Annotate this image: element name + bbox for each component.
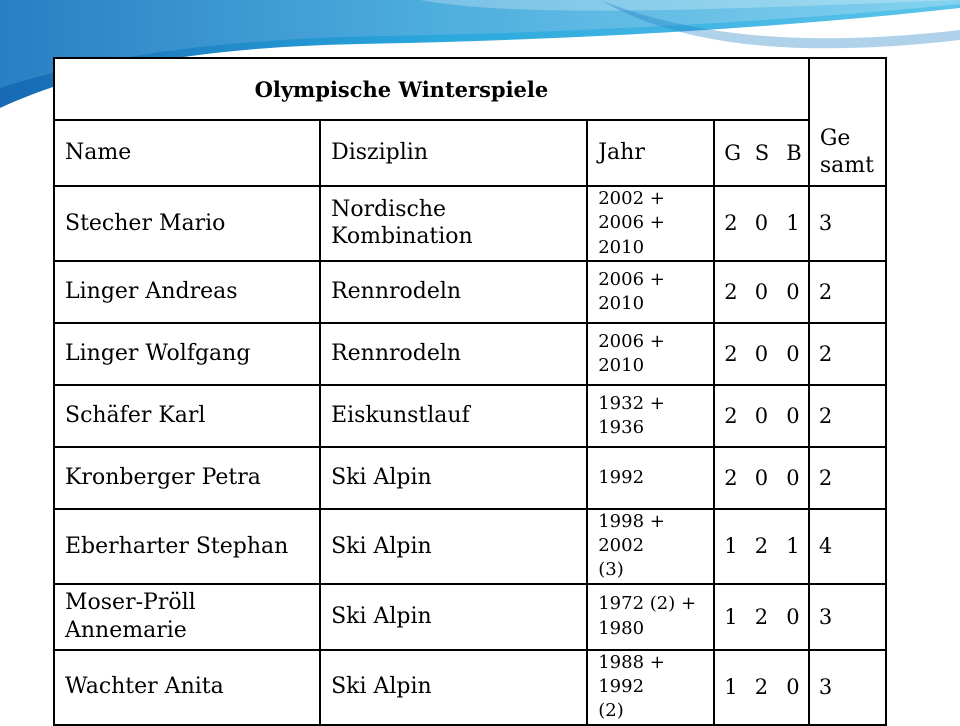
disziplin-text: Eiskunstlauf (331, 403, 470, 429)
g-text: 2 (724, 279, 738, 304)
cell-s (746, 186, 777, 261)
cell-name (54, 447, 320, 509)
disziplin-text: Ski Alpin (331, 465, 432, 491)
cell-jahr (587, 323, 714, 385)
cell-g (714, 447, 745, 509)
header-gesamt-line2: samt (819, 152, 874, 178)
name-text: Linger Wolfgang (65, 341, 251, 367)
g-text: 2 (724, 403, 738, 428)
table-row (54, 186, 886, 261)
disziplin-text: Rennrodeln (331, 279, 462, 305)
cell-gesamt (809, 186, 886, 261)
cell-s (746, 323, 777, 385)
gesamt-text: 4 (818, 534, 833, 559)
jahr-text: 1992 (598, 466, 645, 488)
jahr-text: 2006 + 2010 (598, 268, 665, 314)
cell-b (777, 584, 809, 650)
cell-jahr (587, 385, 714, 447)
header-row (54, 120, 886, 186)
cell-s (746, 584, 777, 650)
cell-b (777, 385, 809, 447)
cell-name (54, 261, 320, 323)
cell-gesamt (809, 323, 886, 385)
cell-g (714, 584, 745, 650)
g-text: 1 (724, 675, 738, 700)
cell-b (777, 186, 809, 261)
gesamt-text: 3 (818, 604, 833, 629)
header-disziplin: Disziplin (320, 120, 587, 186)
cell-jahr (587, 509, 714, 584)
disziplin-text: Rennrodeln (331, 341, 462, 367)
cell-jahr (587, 447, 714, 509)
cell-b (777, 323, 809, 385)
cell-b (777, 509, 809, 584)
header-gesamt-line1: Ge (819, 126, 851, 152)
cell-g (714, 385, 745, 447)
b-text: 1 (786, 534, 800, 559)
b-text: 0 (786, 675, 800, 700)
s-text: 2 (754, 675, 769, 700)
cell-g (714, 509, 745, 584)
b-text: 1 (786, 211, 800, 236)
cell-s (746, 650, 777, 725)
b-text: 0 (786, 279, 800, 304)
g-text: 2 (724, 465, 738, 490)
gesamt-text: 2 (818, 279, 833, 304)
name-text: Kronberger Petra (65, 465, 261, 491)
s-text: 2 (754, 534, 769, 559)
table-row (54, 323, 886, 385)
medal-table (53, 57, 887, 726)
s-text: 0 (754, 341, 769, 366)
cell-gesamt (809, 584, 886, 650)
b-text: 0 (786, 403, 800, 428)
b-text: 0 (786, 341, 800, 366)
cell-s (746, 509, 777, 584)
cell-g (714, 261, 745, 323)
cell-b (777, 447, 809, 509)
header-name: Name (54, 120, 320, 186)
name-text: Wachter Anita (65, 674, 224, 700)
table-row (54, 509, 886, 584)
table-title-cell (54, 58, 809, 120)
cell-g (714, 650, 745, 725)
name-text: Eberharter Stephan (65, 533, 289, 559)
cell-gesamt (809, 385, 886, 447)
cell-disziplin (320, 447, 587, 509)
header-gold: G (714, 120, 745, 186)
jahr-text: 1932 + 1936 (598, 392, 665, 438)
jahr-text: 1988 + 1992 (598, 651, 665, 698)
header-silver: S (746, 120, 777, 186)
disziplin-text: Nordische (331, 196, 447, 222)
table-title: Olympische Winterspiele (254, 76, 549, 102)
cell-disziplin (320, 385, 587, 447)
table-row (54, 385, 886, 447)
g-text: 1 (724, 534, 738, 559)
gesamt-text: 3 (818, 211, 833, 236)
cell-g (714, 186, 745, 261)
cell-gesamt (809, 447, 886, 509)
table-row (54, 650, 886, 725)
cell-jahr (587, 261, 714, 323)
header-gesamt (809, 120, 886, 186)
gesamt-text: 2 (818, 465, 833, 490)
s-text: 0 (754, 211, 769, 236)
s-text: 2 (754, 604, 769, 629)
s-text: 0 (754, 465, 769, 490)
header-bronze: B (777, 120, 809, 186)
gesamt-text: 3 (818, 675, 833, 700)
cell-disziplin (320, 323, 587, 385)
g-text: 1 (724, 604, 738, 629)
cell-name (54, 186, 320, 261)
header-jahr: Jahr (587, 120, 714, 186)
name-text: Stecher Mario (65, 210, 226, 236)
cell-disziplin (320, 584, 587, 650)
disziplin-text: Ski Alpin (331, 604, 432, 630)
jahr-text: 2006 + 2010 (598, 212, 665, 258)
cell-s (746, 261, 777, 323)
name-text: Linger Andreas (65, 279, 238, 305)
g-text: 2 (724, 341, 738, 366)
cell-disziplin (320, 650, 587, 725)
cell-name (54, 323, 320, 385)
jahr-text: 1972 (2) + (598, 593, 697, 615)
gesamt-text: 2 (818, 341, 833, 366)
b-text: 0 (786, 465, 800, 490)
cell-g (714, 323, 745, 385)
disziplin-text: Ski Alpin (331, 674, 432, 700)
table-row (54, 447, 886, 509)
cell-b (777, 261, 809, 323)
g-text: 2 (724, 211, 738, 236)
jahr-text: (3) (598, 559, 624, 581)
cell-name (54, 509, 320, 584)
gesamt-text: 2 (818, 403, 833, 428)
cell-gesamt (809, 650, 886, 725)
cell-name (54, 584, 320, 650)
title-spacer-cell (809, 58, 886, 120)
name-text: Moser-Pröll (65, 590, 196, 616)
cell-gesamt (809, 509, 886, 584)
disziplin-text: Ski Alpin (331, 533, 432, 559)
jahr-text: 2006 + 2010 (598, 330, 665, 376)
cell-jahr (587, 650, 714, 725)
cell-disziplin (320, 509, 587, 584)
table-row (54, 584, 886, 650)
cell-name (54, 650, 320, 725)
jahr-text: 1980 (598, 617, 645, 639)
b-text: 0 (786, 604, 800, 629)
disziplin-text: Kombination (331, 224, 473, 250)
cell-disziplin (320, 261, 587, 323)
cell-s (746, 385, 777, 447)
cell-gesamt (809, 261, 886, 323)
jahr-text: 2002 + (598, 188, 665, 209)
cell-jahr (587, 186, 714, 261)
jahr-text: (2) (598, 700, 624, 722)
cell-disziplin (320, 186, 587, 261)
s-text: 0 (754, 403, 769, 428)
cell-b (777, 650, 809, 725)
cell-jahr (587, 584, 714, 650)
name-text: Annemarie (65, 617, 187, 643)
s-text: 0 (754, 279, 769, 304)
cell-s (746, 447, 777, 509)
table-row (54, 261, 886, 323)
name-text: Schäfer Karl (65, 403, 206, 429)
cell-name (54, 385, 320, 447)
jahr-text: 1998 + 2002 (598, 510, 665, 557)
